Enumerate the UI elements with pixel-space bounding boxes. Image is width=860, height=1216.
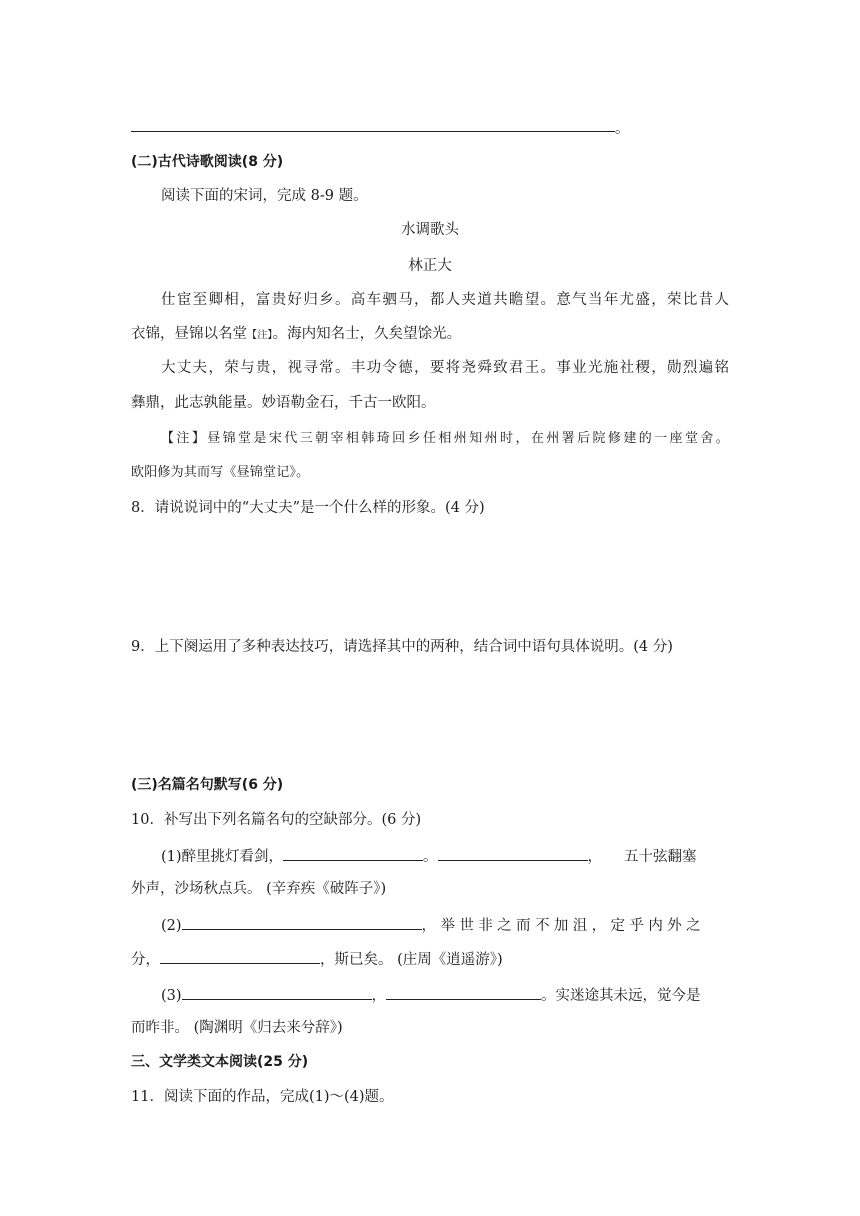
poem-title: 水调歌头 — [401, 222, 459, 238]
recite-item1-line2: 外声，沙场秋点兵。 (辛弃疾《破阵子》) — [131, 881, 387, 897]
recite-text: 。实迷途其未远，觉今是 — [541, 988, 701, 1004]
section-heading-recitation: (三)名篇名句默写(6 分) — [131, 777, 284, 793]
recite-text: 五十弦翻塞 — [624, 849, 697, 865]
recite-text: ，举世非之而不加沮，定乎内外之 — [421, 918, 706, 934]
poem-stanza1-line2 — [131, 324, 461, 346]
recite-item3-line2: 而昨非。 (陶渊明《归去来兮辞》) — [131, 1020, 343, 1036]
question-11: 11．阅读下面的作品，完成(1)～(4)题。 — [131, 1089, 394, 1105]
recite-text: ，斯已矣。 (庄周《逍遥游》) — [320, 952, 503, 968]
recite-item2-line2 — [131, 948, 503, 970]
poem-stanza2-line2: 彝鼎，此志孰能量。妙语勒金石，千古一欧阳。 — [131, 395, 436, 411]
recite-item2-line1 — [161, 914, 705, 936]
recite-text: 。 — [423, 849, 438, 865]
fill-blank[interactable] — [182, 914, 422, 930]
poem-stanza2-line1: 大丈夫，荣与贵，视寻常。丰功令德，要将尧舜致君王。事业光施社稷，勋烈遍铭 — [161, 360, 729, 376]
poem-author: 林正大 — [408, 258, 452, 274]
fill-blank[interactable] — [438, 845, 588, 861]
recite-text: (3) — [161, 988, 182, 1004]
recite-text: ， — [587, 849, 603, 865]
question-10: 10．补写出下列名篇名句的空缺部分。(6 分) — [131, 812, 422, 828]
poetry-intro: 阅读下面的宋词，完成 8-9 题。 — [161, 188, 368, 204]
answer-line — [131, 131, 615, 132]
poem-text: 。海内知名士，久矣望馀光。 — [272, 326, 462, 342]
recite-text: (2) — [161, 918, 182, 934]
recite-text: 分， — [131, 952, 160, 968]
fill-blank[interactable] — [182, 984, 372, 1000]
fill-blank[interactable] — [283, 845, 423, 861]
note-mark: 【注】 — [247, 330, 273, 341]
recite-item3-line1 — [161, 984, 701, 1006]
part3-heading: 三、文学类文本阅读(25 分) — [131, 1054, 309, 1070]
recite-text: ， — [371, 988, 387, 1004]
recite-item1-line1 — [161, 845, 697, 867]
question-9: 9．上下阕运用了多种表达技巧，请选择其中的两种，结合词中语句具体说明。(4 分) — [131, 639, 673, 655]
section-heading-poetry: (二)古代诗歌阅读(8 分) — [131, 154, 284, 170]
fill-blank[interactable] — [160, 948, 320, 964]
footnote-line2: 欧阳修为其而写《昼锦堂记》。 — [131, 465, 310, 480]
question-8: 8．请说说词中的“大丈夫”是一个什么样的形象。(4 分) — [131, 500, 485, 516]
footnote-line1: 【注】昼锦堂是宋代三朝宰相韩琦回乡任相州知州时，在州署后院修建的一座堂舍。 — [161, 431, 729, 446]
fill-blank[interactable] — [386, 984, 541, 1000]
poem-stanza1-line1: 仕宦至卿相，富贵好归乡。高车驷马，都人夹道共瞻望。意气当年尤盛，荣比昔人 — [161, 292, 729, 308]
recite-text: (1)醉里挑灯看剑， — [161, 849, 284, 865]
top-period: 。 — [615, 121, 630, 137]
poem-text: 衣锦，昼锦以名堂 — [131, 326, 247, 342]
